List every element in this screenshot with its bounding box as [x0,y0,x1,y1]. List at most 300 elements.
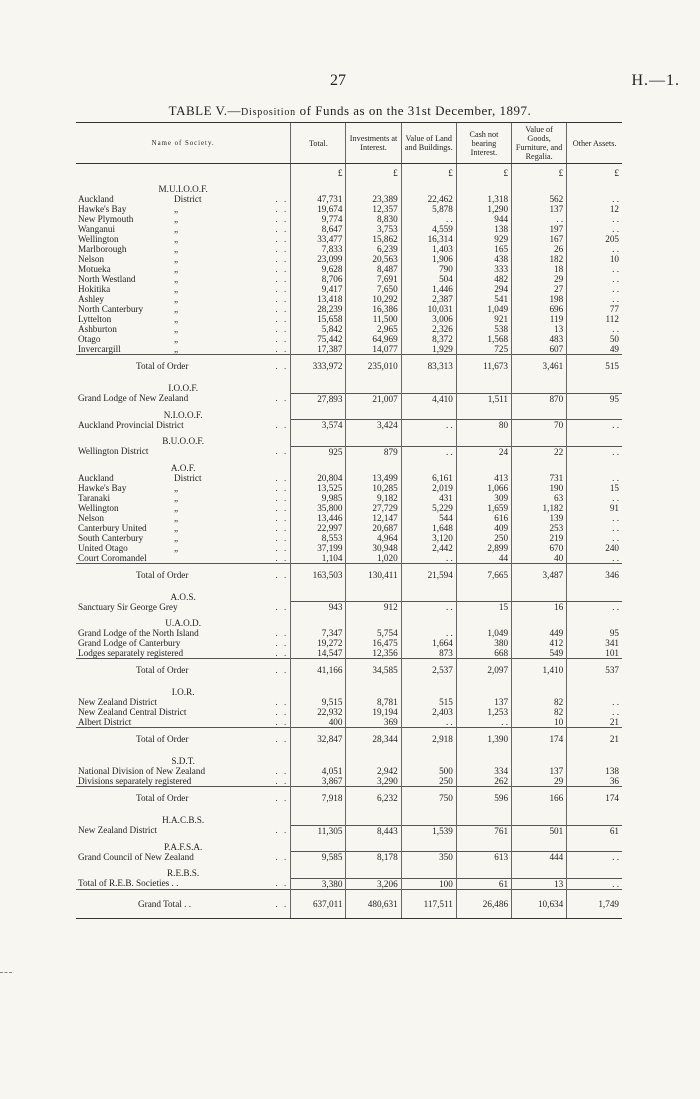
value-cell: 4,559 [401,224,456,234]
society-name: Grand Lodge of Canterbury [78,638,181,648]
leader-dots: . . [275,274,289,284]
leader-dots: . . [275,492,289,503]
leader-dots: . . [275,294,289,304]
group-name: P.A.F.S.A. [163,841,203,852]
group-name: S.D.T. [171,756,195,766]
society-group-heading [76,809,622,825]
value-cell: 198 [512,294,567,304]
society-name-cell [76,324,291,334]
leader-dots: . . [275,878,289,889]
value-cell: 8,781 [346,697,401,707]
value-cell: 369 [346,717,401,728]
value-cell: . . [567,294,622,304]
empty-cell [456,377,511,393]
value-cell: 879 [346,446,401,457]
empty-cell [567,862,622,878]
empty-cell [512,404,567,420]
value-cell: 10 [567,254,622,264]
empty-cell [291,586,346,602]
society-name-cell [76,254,291,264]
value-cell: 15,862 [346,234,401,244]
society-name: Lodges separately registered [78,648,184,658]
value-cell: . . [567,707,622,717]
table-row [76,214,622,224]
empty-cell [567,404,622,420]
value-cell: 11,500 [346,314,401,324]
society-group-heading [76,750,622,766]
leader-dots: . . [275,502,289,513]
value-cell: 12,356 [346,648,401,659]
value-cell: . . [401,628,456,638]
value-cell: 1,539 [401,825,456,836]
empty-cell [567,377,622,393]
empty-cell [401,178,456,194]
district-label: „ [174,274,179,284]
society-name-cell [76,852,291,863]
society-name: Grand Council of New Zealand [78,851,194,862]
value-cell: 333 [456,264,511,274]
society-group-heading [76,586,622,602]
table-row [76,602,622,613]
district-label: „ [174,324,179,334]
leader-dots: . . [275,393,289,404]
leader-dots: . . [275,482,289,493]
empty-cell [512,457,567,473]
value-cell: 4,051 [291,766,346,776]
empty-cell [456,612,511,628]
district-label: „ [174,264,179,274]
empty-cell [346,457,401,473]
value-cell: 166 [512,787,567,810]
society-group-heading [76,178,622,194]
value-cell: 163,503 [291,563,346,586]
society-name-cell [76,553,291,564]
value-cell: 29 [512,274,567,284]
society-name: Total of Order [136,569,189,580]
society-name: National Division of New Zealand [78,766,206,776]
value-cell: 8,178 [346,852,401,863]
leader-dots: . . [275,628,289,638]
value-cell: . . [567,324,622,334]
value-cell: 197 [512,224,567,234]
society-name-cell [76,304,291,314]
value-cell: 61 [456,878,511,889]
value-cell: 9,985 [291,493,346,503]
value-cell: . . [567,493,622,503]
value-cell: 77 [567,304,622,314]
empty-cell [401,809,456,825]
table-row [76,513,622,523]
table-row [76,294,622,304]
leader-dots: . . [275,707,289,717]
value-cell: 8,706 [291,274,346,284]
society-name: Wellington [78,502,119,513]
value-cell: 165 [456,244,511,254]
empty-cell [456,809,511,825]
empty-cell [512,178,567,194]
value-cell: 483 [512,334,567,344]
value-cell: 538 [456,324,511,334]
value-cell: 21 [567,728,622,751]
value-cell: 2,942 [346,766,401,776]
column-header: Name of Society. [76,123,291,164]
value-cell: 1,104 [291,553,346,564]
empty-cell [512,862,567,878]
society-name-cell [76,274,291,284]
society-name: Total of Order [136,665,189,675]
total-row [76,355,622,378]
value-cell: . . [567,214,622,224]
value-cell: 12,147 [346,513,401,523]
value-cell: 138 [456,224,511,234]
value-cell: 1,020 [346,553,401,564]
district-label: „ [174,304,179,314]
value-cell: 482 [456,274,511,284]
society-name: Ashburton [78,324,117,334]
empty-cell [401,681,456,697]
leader-dots: . . [275,334,289,344]
value-cell: 20,804 [291,473,346,483]
value-cell: 1,066 [456,483,511,493]
leader-dots: . . [275,244,289,254]
empty-cell [291,750,346,766]
empty-cell [512,612,567,628]
empty-cell [512,430,567,446]
value-cell: 101 [567,648,622,659]
society-name-cell [76,659,291,682]
value-cell: 912 [346,602,401,613]
total-row [76,563,622,586]
value-cell: 8,830 [346,214,401,224]
value-cell: 544 [401,513,456,523]
value-cell: 41,166 [291,659,346,682]
society-name-cell [76,420,291,431]
society-group-heading [76,430,622,446]
society-name-cell [76,766,291,776]
society-name-cell [76,264,291,274]
table-row [76,314,622,324]
value-cell: 333,972 [291,355,346,378]
value-cell: 2,019 [401,483,456,493]
leader-dots: . . [275,851,289,862]
value-cell: 541 [456,294,511,304]
value-cell: 670 [512,543,567,553]
value-cell: 7,650 [346,284,401,294]
value-cell: 91 [567,503,622,513]
value-cell: 16,386 [346,304,401,314]
society-name-cell [76,244,291,254]
district-label: „ [174,482,179,493]
value-cell: . . [567,274,622,284]
society-name-cell [76,284,291,294]
society-name: Divisions separately registered [78,776,192,786]
value-cell: 5,754 [346,628,401,638]
empty-cell [291,862,346,878]
leader-dots: . . [275,361,289,371]
value-cell: 607 [512,344,567,355]
currency-cell: £ [456,164,511,179]
value-cell: 346 [567,563,622,586]
society-name-cell [76,483,291,493]
value-cell: 750 [401,787,456,810]
leader-dots: . . [275,234,289,244]
district-label: „ [174,254,179,264]
society-name: Sanctuary Sir George Grey [78,601,178,612]
empty-cell [291,430,346,446]
value-cell: 549 [512,648,567,659]
value-cell: 21,594 [401,563,456,586]
value-cell: 3,206 [346,878,401,889]
value-cell: 24 [456,446,511,457]
value-cell: 294 [456,284,511,294]
value-cell: 10,634 [512,889,567,918]
value-cell: 400 [291,717,346,728]
table-row [76,697,622,707]
society-name-cell [76,224,291,234]
value-cell: . . [512,214,567,224]
empty-cell [512,377,567,393]
value-cell: 616 [456,513,511,523]
total-row [76,659,622,682]
empty-cell [456,586,511,602]
value-cell: 10,031 [401,304,456,314]
leader-dots: . . [275,254,289,264]
district-label: „ [174,294,179,304]
value-cell: 26 [512,244,567,254]
table-row [76,234,622,244]
value-cell: 9,628 [291,264,346,274]
empty-cell [567,178,622,194]
value-cell: 2,442 [401,543,456,553]
value-cell: 33,477 [291,234,346,244]
society-name-cell [76,523,291,533]
value-cell: 12 [567,204,622,214]
value-cell: 250 [401,776,456,787]
value-cell: 8,372 [401,334,456,344]
value-cell: 5,878 [401,204,456,214]
empty-cell [567,612,622,628]
value-cell: 3,574 [291,420,346,431]
value-cell: 501 [512,825,567,836]
title-prefix: TABLE V.— [168,103,241,118]
leader-dots: . . [275,601,289,612]
value-cell: . . [567,697,622,707]
society-name: South Canterbury [78,532,144,543]
value-cell: 13,446 [291,513,346,523]
value-cell: . . [567,553,622,564]
society-name-cell [76,776,291,787]
value-cell: 22,932 [291,707,346,717]
table-row [76,638,622,648]
society-name: Wellington [78,234,119,244]
table-row [76,493,622,503]
empty-cell [512,586,567,602]
value-cell: 253 [512,523,567,533]
leader-dots: . . [275,446,289,457]
value-cell: 205 [567,234,622,244]
empty-cell [401,586,456,602]
empty-cell [346,750,401,766]
table-row [76,224,622,234]
value-cell: 9,585 [291,852,346,863]
society-name-cell [76,825,291,836]
value-cell: 174 [567,787,622,810]
value-cell: 19,194 [346,707,401,717]
society-name: Total of Order [136,793,189,803]
district-label: „ [174,492,179,503]
society-name-cell [76,543,291,553]
value-cell: 17,387 [291,344,346,355]
value-cell: 3,487 [512,563,567,586]
society-name-cell [76,334,291,344]
district-label: „ [174,244,179,254]
value-cell: . . [401,214,456,224]
value-cell: 28,344 [346,728,401,751]
value-cell: 725 [456,344,511,355]
value-cell: 13,525 [291,483,346,493]
leader-dots: . . [275,776,289,786]
value-cell: 13,499 [346,473,401,483]
table-title [0,103,700,119]
society-name: North Canterbury [78,304,144,314]
value-cell: 174 [512,728,567,751]
leader-dots: . . [275,284,289,294]
value-cell: . . [567,446,622,457]
value-cell: . . [401,602,456,613]
empty-cell [456,457,511,473]
empty-cell [567,586,622,602]
society-name: Grand Total . . [138,898,192,909]
leader-dots: . . [275,532,289,543]
table-row [76,628,622,638]
leader-dots: . . [275,898,289,909]
value-cell: 26,486 [456,889,511,918]
society-name: Wanganui [78,224,116,234]
value-cell: 63 [512,493,567,503]
value-cell: 1,929 [401,344,456,355]
value-cell: 75,442 [291,334,346,344]
empty-cell [567,430,622,446]
value-cell: . . [456,717,511,728]
value-cell: 47,731 [291,194,346,204]
table-row [76,483,622,493]
value-cell: 12,357 [346,204,401,214]
value-cell: 870 [512,393,567,404]
value-cell: . . [401,553,456,564]
empty-cell [291,809,346,825]
value-cell: 1,511 [456,393,511,404]
value-cell: 32,847 [291,728,346,751]
value-cell: 412 [512,638,567,648]
empty-cell [346,430,401,446]
district-label: „ [174,512,179,523]
society-name: Motueka [78,264,111,274]
value-cell: 2,097 [456,659,511,682]
society-group-heading [76,404,622,420]
currency-cell: £ [291,164,346,179]
value-cell: 7,833 [291,244,346,254]
society-name: Hokitika [78,284,111,294]
value-cell: 1,290 [456,204,511,214]
society-name-cell [76,393,291,404]
value-cell: 70 [512,420,567,431]
value-cell: 34,585 [346,659,401,682]
page-number: 27 [330,72,346,89]
value-cell: 29 [512,776,567,787]
society-name: Hawke's Bay [78,204,127,214]
empty-cell [456,836,511,852]
society-name: New Zealand Central District [78,707,187,717]
value-cell: 27,893 [291,393,346,404]
value-cell: . . [567,473,622,483]
leader-dots: . . [275,648,289,658]
empty-cell [567,457,622,473]
society-name: Auckland Provincial District [78,419,184,430]
society-name-cell [76,787,291,810]
empty-cell [291,377,346,393]
value-cell: 309 [456,493,511,503]
empty-cell [401,836,456,852]
value-cell: 943 [291,602,346,613]
value-cell: 613 [456,852,511,863]
group-name: I.O.O.F. [168,383,199,393]
value-cell: 334 [456,766,511,776]
district-label: „ [174,542,179,553]
leader-dots: . . [275,224,289,234]
leader-dots: . . [275,344,289,354]
value-cell: 5,842 [291,324,346,334]
value-cell: 10,285 [346,483,401,493]
value-cell: 1,648 [401,523,456,533]
value-cell: 13,418 [291,294,346,304]
society-name-cell [76,344,291,355]
value-cell: 130,411 [346,563,401,586]
empty-cell [512,809,567,825]
table-row [76,825,622,836]
value-cell: 27,729 [346,503,401,513]
value-cell: 929 [456,234,511,244]
value-cell: 4,410 [401,393,456,404]
society-name-cell [76,697,291,707]
society-name: North Westland [78,274,136,284]
value-cell: . . [401,446,456,457]
value-cell: 50 [567,334,622,344]
leader-dots: . . [275,214,289,224]
value-cell: 921 [456,314,511,324]
value-cell: 10 [512,717,567,728]
column-header: Cash not bearing Interest. [456,123,511,164]
value-cell: 13 [512,878,567,889]
society-name: Otago [78,334,101,344]
empty-cell [456,862,511,878]
leader-dots: . . [275,472,289,483]
value-cell: 44 [456,553,511,564]
empty-cell [456,430,511,446]
value-cell: 3,424 [346,420,401,431]
society-group-heading [76,862,622,878]
value-cell: 19,272 [291,638,346,648]
currency-row [76,164,622,179]
district-label: District [174,194,202,204]
value-cell: 112 [567,314,622,324]
society-name-cell [76,204,291,214]
leader-dots: . . [275,717,289,727]
value-cell: 350 [401,852,456,863]
grand-total-row [76,889,622,918]
society-name: Nelson [78,254,105,264]
value-cell: 22,997 [291,523,346,533]
empty-cell [346,681,401,697]
